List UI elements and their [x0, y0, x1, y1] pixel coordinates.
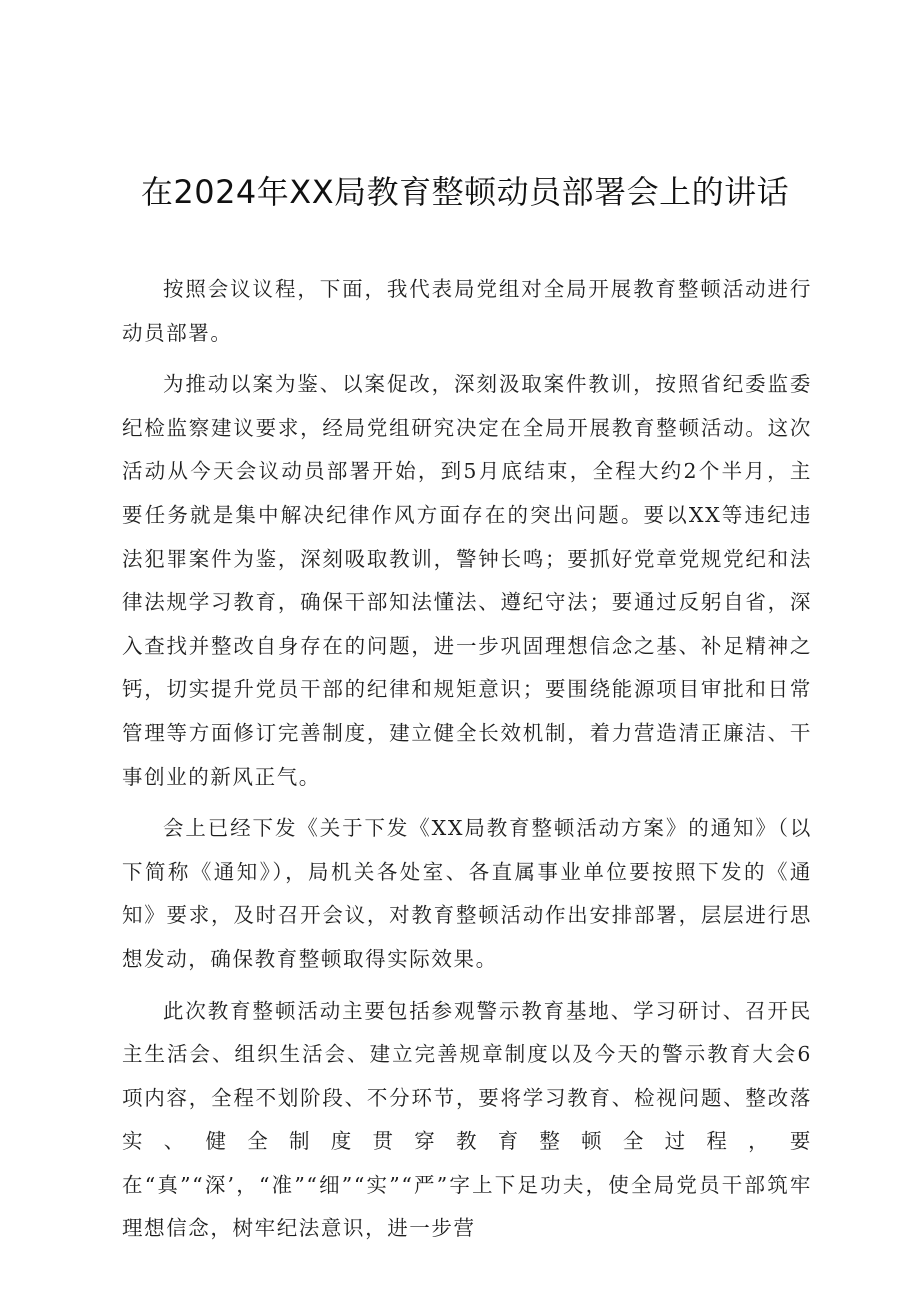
paragraph-4: 此次教育整顿活动主要包括参观警示教育基地、学习研讨、召开民主生活会、组织生活会、建立完善规章制度以及今天的警示教育大会6项内容，全程不划阶段、不分环节，要将学习教育、检视问题、整改落实、健全制度贯穿教育整顿全过程，要在“真”“深’，“准”“细”“实”“严”字上下足功夫，使全局党员干部筑牢理想信念，树牢纪法意识，进一步营: [122, 998, 812, 1241]
document-body: [122, 268, 812, 1259]
paragraph-1: 按照会议议程，下面，我代表局党组对全局开展教育整顿活动进行动员部署。: [122, 277, 812, 345]
paragraph-3: 会上已经下发《关于下发《XX局教育整顿活动方案》的通知》（以下简称《通知》），局机关各处室、各直属事业单位要按照下发的《通知》要求，及时召开会议，对教育整顿活动作出安排部署，层层进行思想发动，确保教育整顿取得实际效果。: [122, 816, 812, 971]
paragraph-2: 为推动以案为鉴、以案促改，深刻汲取案件教训，按照省纪委监委纪检监察建议要求，经局党组研究决定在全局开展教育整顿活动。这次活动从今天会议动员部署开始，到5月底结束，全程大约2个半月，主要任务就是集中解决纪律作风方面存在的突出问题。要以XX等违纪违法犯罪案件为鉴，深刻吸取教训，警钟长鸣；要抓好党章党规党纪和法律法规学习教育，确保干部知法懂法、遵纪守法；要通过反躬自省，深入查找并整改自身存在的问题，进一步巩固理想信念之基、补足精神之钙，切实提升党员干部的纪律和规矩意识；要围绕能源项目审批和日常管理等方面修订完善制度，建立健全长效机制，着力营造清正廉洁、干事创业的新风正气。: [122, 372, 812, 789]
document-title: 在2024年XX局教育整顿动员部署会上的讲话: [140, 173, 790, 211]
